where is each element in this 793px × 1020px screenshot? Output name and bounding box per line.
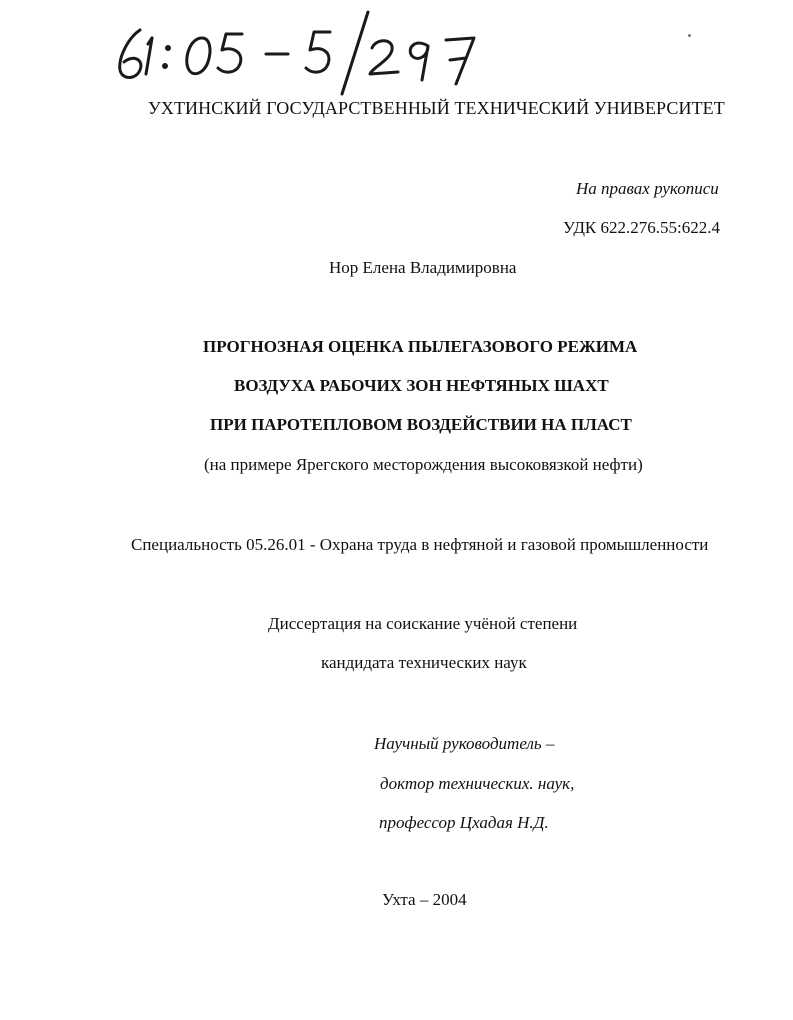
- title-subtitle: (на примере Ярегского месторождения высоковязкой нефти): [204, 455, 643, 474]
- supervisor-line-1: Научный руководитель –: [374, 734, 555, 753]
- scan-speck: [688, 34, 691, 37]
- title-line-3: ПРИ ПАРОТЕПЛОВОМ ВОЗДЕЙСТВИИ НА ПЛАСТ: [210, 415, 632, 434]
- supervisor-line-2: доктор технических. наук,: [380, 774, 575, 793]
- handwritten-archive-code: [110, 8, 490, 100]
- udc-code: УДК 622.276.55:622.4: [563, 218, 720, 237]
- supervisor-line-3: профессор Цхадая Н.Д.: [379, 813, 549, 832]
- title-line-2: ВОЗДУХА РАБОЧИХ ЗОН НЕФТЯНЫХ ШАХТ: [234, 376, 609, 395]
- city-year: Ухта – 2004: [382, 890, 467, 909]
- rights-notice: На правах рукописи: [576, 179, 719, 198]
- specialty: Специальность 05.26.01 - Охрана труда в нефтяной и газовой промышленности: [131, 535, 709, 554]
- title-line-1: ПРОГНОЗНАЯ ОЦЕНКА ПЫЛЕГАЗОВОГО РЕЖИМА: [203, 337, 638, 356]
- author-name: Нор Елена Владимировна: [329, 258, 517, 277]
- dissertation-line-2: кандидата технических наук: [321, 653, 527, 672]
- handwritten-code-drawing: [110, 8, 490, 100]
- dissertation-line-1: Диссертация на соискание учёной степени: [268, 614, 578, 633]
- university-name: УХТИНСКИЙ ГОСУДАРСТВЕННЫЙ ТЕХНИЧЕСКИЙ УНИВЕРСИТЕТ: [148, 98, 725, 118]
